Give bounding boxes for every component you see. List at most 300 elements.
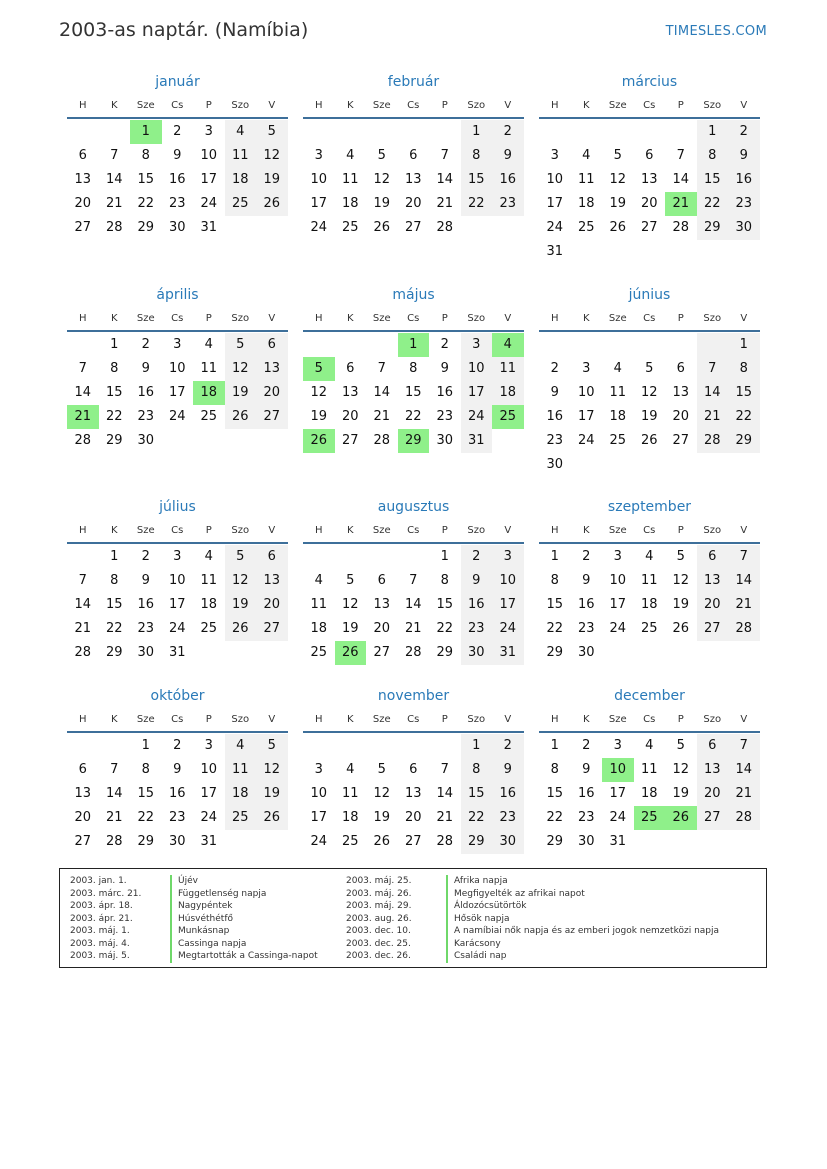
day-cell: 16 [577, 597, 595, 612]
day-cell: 8 [409, 361, 418, 376]
legend-date: 2003. dec. 26. [346, 951, 411, 961]
day-cell: 13 [404, 172, 422, 187]
day-cell: 15 [728, 381, 760, 405]
day-cell: 9 [492, 144, 524, 168]
weekday-label: Szo [703, 313, 722, 324]
day-cell: 27 [373, 645, 391, 660]
weekday-label: Sze [136, 100, 155, 111]
weekday-label: P [441, 714, 448, 725]
day-cell: 12 [256, 144, 288, 168]
day-cell: 1 [130, 120, 162, 144]
weekday-label: V [504, 313, 512, 324]
weekday-label: K [110, 313, 118, 324]
day-cell: 3 [204, 738, 213, 753]
month-name: november [377, 688, 450, 704]
day-cell: 10 [200, 762, 218, 777]
weekday-label: Cs [171, 100, 184, 111]
day-cell: 25 [609, 433, 627, 448]
day-cell: 2 [582, 549, 591, 564]
day-cell: 12 [225, 357, 257, 381]
day-cell: 18 [200, 597, 218, 612]
empty-cell [256, 830, 288, 854]
day-cell: 14 [373, 385, 391, 400]
day-cell: 29 [728, 429, 760, 453]
month-12 [539, 686, 760, 854]
legend-item [346, 925, 719, 938]
day-cell: 27 [256, 405, 288, 429]
empty-cell [303, 120, 335, 144]
weekday-label: Sze [136, 313, 155, 324]
day-cell: 26 [640, 433, 658, 448]
day-cell: 18 [609, 409, 627, 424]
day-cell: 30 [546, 457, 564, 472]
empty-cell [429, 734, 461, 758]
empty-cell [571, 333, 603, 357]
day-cell: 21 [728, 782, 760, 806]
day-cell: 19 [373, 196, 391, 211]
day-cell: 24 [609, 810, 627, 825]
day-cell: 14 [728, 569, 760, 593]
day-cell: 6 [78, 762, 87, 777]
day-cell: 26 [665, 806, 697, 830]
day-cell: 9 [492, 758, 524, 782]
weekday-label: K [582, 100, 590, 111]
day-cell: 23 [137, 621, 155, 636]
empty-cell [67, 545, 99, 569]
month-6 [539, 285, 760, 477]
legend-date: 2003. ápr. 18. [70, 901, 133, 911]
weekday-label: Sze [608, 525, 627, 536]
day-cell: 18 [640, 597, 658, 612]
weekday-label: P [677, 714, 684, 725]
weekday-label: Sze [608, 313, 627, 324]
day-cell: 8 [461, 144, 493, 168]
weekday-label: V [504, 100, 512, 111]
legend-item [346, 888, 719, 901]
day-cell: 9 [141, 361, 150, 376]
empty-cell [225, 641, 257, 665]
day-cell: 30 [728, 216, 760, 240]
day-cell: 2 [141, 549, 150, 564]
day-cell: 2 [141, 337, 150, 352]
day-cell: 13 [672, 385, 690, 400]
legend-date: 2003. jan. 1. [70, 876, 127, 886]
day-cell: 19 [640, 409, 658, 424]
day-grid [67, 333, 288, 453]
legend-name: Függetlenség napja [178, 888, 267, 899]
empty-cell [602, 453, 634, 477]
day-cell: 26 [373, 220, 391, 235]
weekday-label: Sze [372, 714, 391, 725]
day-cell: 8 [110, 361, 119, 376]
day-cell: 16 [168, 786, 186, 801]
weekday-header [67, 521, 288, 541]
day-cell: 5 [256, 734, 288, 758]
day-cell: 8 [440, 573, 449, 588]
empty-cell [728, 830, 760, 854]
day-cell: 10 [168, 573, 186, 588]
day-cell: 29 [105, 645, 123, 660]
day-cell: 15 [105, 385, 123, 400]
weekday-header [303, 710, 524, 730]
day-cell: 4 [314, 573, 323, 588]
legend-marker [170, 938, 172, 951]
day-grid [303, 734, 524, 854]
day-cell: 11 [609, 385, 627, 400]
weekday-label: P [677, 100, 684, 111]
day-cell: 24 [168, 621, 186, 636]
weekday-label: K [346, 714, 354, 725]
day-cell: 3 [550, 148, 559, 163]
day-cell: 27 [74, 834, 92, 849]
day-cell: 24 [200, 196, 218, 211]
day-cell: 13 [404, 786, 422, 801]
day-cell: 6 [346, 361, 355, 376]
empty-cell [99, 120, 131, 144]
day-grid [539, 545, 760, 665]
day-cell: 6 [697, 545, 729, 569]
weekday-label: Sze [372, 100, 391, 111]
empty-cell [335, 545, 367, 569]
day-cell: 25 [341, 220, 359, 235]
day-cell: 3 [461, 333, 493, 357]
day-cell: 16 [168, 172, 186, 187]
day-cell: 5 [377, 148, 386, 163]
day-cell: 28 [697, 429, 729, 453]
empty-cell [398, 545, 430, 569]
day-cell: 16 [436, 385, 454, 400]
legend-item [346, 900, 719, 913]
page-title: 2003-as naptár. (Namíbia) [59, 19, 309, 41]
day-cell: 30 [137, 645, 155, 660]
empty-cell [303, 734, 335, 758]
weekday-label: P [441, 100, 448, 111]
day-cell: 30 [577, 645, 595, 660]
day-cell: 24 [310, 220, 328, 235]
day-cell: 10 [546, 172, 564, 187]
day-cell: 20 [256, 593, 288, 617]
month-name: október [150, 688, 205, 704]
day-cell: 24 [310, 834, 328, 849]
day-cell: 2 [728, 120, 760, 144]
day-cell: 19 [225, 381, 257, 405]
legend-marker [170, 888, 172, 901]
empty-cell [728, 641, 760, 665]
day-cell: 23 [492, 192, 524, 216]
empty-cell [99, 734, 131, 758]
day-cell: 22 [546, 621, 564, 636]
day-cell: 14 [74, 385, 92, 400]
weekday-label: H [314, 100, 323, 111]
day-cell: 17 [310, 196, 328, 211]
day-cell: 29 [436, 645, 454, 660]
day-cell: 11 [640, 573, 658, 588]
weekday-label: P [205, 714, 212, 725]
legend-item [70, 913, 318, 926]
weekday-label: Sze [372, 313, 391, 324]
legend-marker [170, 925, 172, 938]
day-cell: 11 [200, 361, 218, 376]
empty-cell [634, 641, 666, 665]
day-cell: 27 [404, 834, 422, 849]
day-cell: 27 [404, 220, 422, 235]
day-cell: 16 [577, 786, 595, 801]
month-name: december [614, 688, 685, 704]
legend-marker [170, 913, 172, 926]
empty-cell [398, 120, 430, 144]
day-cell: 4 [645, 549, 654, 564]
day-cell: 23 [492, 806, 524, 830]
day-cell: 19 [256, 168, 288, 192]
day-cell: 14 [697, 381, 729, 405]
day-cell: 9 [728, 144, 760, 168]
day-cell: 22 [461, 192, 493, 216]
weekday-label: K [110, 100, 118, 111]
day-cell: 24 [461, 405, 493, 429]
day-cell: 21 [67, 405, 99, 429]
empty-cell [366, 333, 398, 357]
day-cell: 21 [74, 621, 92, 636]
day-cell: 2 [582, 738, 591, 753]
weekday-label: Cs [407, 525, 420, 536]
legend-date: 2003. máj. 25. [346, 876, 412, 886]
weekday-label: H [550, 714, 559, 725]
day-cell: 9 [173, 148, 182, 163]
day-cell: 12 [609, 172, 627, 187]
weekday-label: K [110, 714, 118, 725]
day-cell: 9 [141, 573, 150, 588]
empty-cell [366, 120, 398, 144]
day-cell: 1 [728, 333, 760, 357]
weekday-header [303, 521, 524, 541]
header-divider [67, 731, 288, 733]
day-cell: 9 [440, 361, 449, 376]
day-cell: 20 [640, 196, 658, 211]
day-cell: 16 [137, 385, 155, 400]
day-cell: 19 [373, 810, 391, 825]
day-cell: 22 [461, 806, 493, 830]
weekday-label: K [582, 714, 590, 725]
legend-date: 2003. ápr. 21. [70, 913, 133, 924]
legend-marker [170, 875, 172, 888]
day-cell: 29 [697, 216, 729, 240]
legend-name: Megtartották a Cassinga-napot [178, 951, 318, 961]
legend-date: 2003. máj. 26. [346, 888, 412, 899]
day-cell: 15 [461, 782, 493, 806]
day-cell: 13 [256, 357, 288, 381]
day-cell: 11 [310, 597, 328, 612]
day-cell: 25 [225, 192, 257, 216]
empty-cell [539, 120, 571, 144]
day-cell: 17 [546, 196, 564, 211]
day-cell: 3 [314, 762, 323, 777]
empty-cell [492, 429, 524, 453]
day-cell: 23 [577, 621, 595, 636]
day-cell: 26 [225, 617, 257, 641]
empty-cell [225, 429, 257, 453]
day-cell: 1 [461, 120, 493, 144]
month-10 [67, 686, 288, 854]
weekday-header [539, 96, 760, 116]
month-8 [303, 497, 524, 665]
day-cell: 15 [546, 786, 564, 801]
day-cell: 28 [105, 220, 123, 235]
legend-name: Húsvéthétfő [178, 913, 233, 924]
legend-name: Afrika napja [454, 876, 508, 886]
month-name: március [621, 74, 678, 90]
day-cell: 22 [436, 621, 454, 636]
legend-name: A namíbiai nők napja és az emberi jogok nemzetközi napja [454, 926, 720, 936]
day-cell: 6 [78, 148, 87, 163]
weekday-header [67, 96, 288, 116]
day-cell: 10 [602, 758, 634, 782]
day-grid [67, 545, 288, 665]
day-cell: 12 [341, 597, 359, 612]
empty-cell [256, 641, 288, 665]
day-cell: 23 [436, 409, 454, 424]
month-11 [303, 686, 524, 854]
empty-cell [256, 429, 288, 453]
weekday-label: V [740, 714, 748, 725]
header-divider [67, 542, 288, 544]
header-divider [303, 330, 524, 332]
legend-item [70, 888, 318, 901]
day-cell: 8 [141, 762, 150, 777]
weekday-label: Cs [643, 525, 656, 536]
empty-cell [67, 120, 99, 144]
day-grid [539, 333, 760, 477]
day-cell: 14 [728, 758, 760, 782]
day-cell: 20 [256, 381, 288, 405]
day-cell: 12 [310, 385, 328, 400]
day-cell: 16 [546, 409, 564, 424]
day-cell: 13 [697, 758, 729, 782]
day-cell: 25 [200, 621, 218, 636]
legend-item [70, 950, 318, 963]
day-cell: 1 [110, 337, 119, 352]
day-cell: 17 [168, 597, 186, 612]
day-cell: 20 [404, 810, 422, 825]
day-cell: 28 [436, 834, 454, 849]
day-cell: 7 [110, 762, 119, 777]
day-cell: 14 [105, 786, 123, 801]
brand-link[interactable]: TIMESLES.COM [665, 24, 767, 39]
day-cell: 21 [373, 409, 391, 424]
day-cell: 21 [404, 621, 422, 636]
day-cell: 13 [74, 786, 92, 801]
day-cell: 15 [697, 168, 729, 192]
legend-date: 2003. aug. 26. [346, 913, 412, 924]
day-cell: 6 [256, 545, 288, 569]
day-cell: 9 [173, 762, 182, 777]
day-cell: 2 [440, 337, 449, 352]
day-grid [303, 120, 524, 240]
header-divider [539, 117, 760, 119]
day-cell: 6 [377, 573, 386, 588]
day-cell: 10 [492, 569, 524, 593]
empty-cell [225, 830, 257, 854]
day-cell: 23 [577, 810, 595, 825]
day-cell: 18 [492, 381, 524, 405]
day-cell: 15 [436, 597, 454, 612]
day-cell: 18 [193, 381, 225, 405]
day-cell: 13 [74, 172, 92, 187]
weekday-header [539, 710, 760, 730]
weekday-label: V [740, 100, 748, 111]
legend-date: 2003. máj. 1. [70, 926, 130, 936]
day-cell: 5 [256, 120, 288, 144]
day-cell: 17 [492, 593, 524, 617]
weekday-label: Cs [171, 714, 184, 725]
empty-cell [728, 453, 760, 477]
weekday-label: K [346, 525, 354, 536]
legend-marker [446, 938, 448, 951]
empty-cell [67, 333, 99, 357]
empty-cell [571, 240, 603, 264]
day-cell: 1 [141, 738, 150, 753]
day-cell: 25 [341, 834, 359, 849]
weekday-label: Sze [136, 525, 155, 536]
day-grid [67, 734, 288, 854]
day-cell: 2 [492, 734, 524, 758]
empty-cell [398, 734, 430, 758]
day-cell: 27 [697, 806, 729, 830]
day-cell: 5 [225, 333, 257, 357]
day-cell: 8 [728, 357, 760, 381]
day-cell: 17 [200, 172, 218, 187]
empty-cell [602, 333, 634, 357]
legend-item [70, 900, 318, 913]
empty-cell [634, 830, 666, 854]
day-cell: 18 [225, 168, 257, 192]
day-cell: 31 [168, 645, 186, 660]
day-cell: 13 [373, 597, 391, 612]
legend-item [346, 875, 719, 888]
day-cell: 30 [461, 641, 493, 665]
day-cell: 31 [200, 220, 218, 235]
weekday-label: Szo [231, 313, 250, 324]
empty-cell [256, 216, 288, 240]
day-cell: 20 [404, 196, 422, 211]
day-cell: 12 [256, 758, 288, 782]
day-cell: 25 [225, 806, 257, 830]
legend-name: Cassinga napja [178, 938, 247, 949]
weekday-label: V [268, 714, 276, 725]
empty-cell [665, 453, 697, 477]
day-cell: 2 [173, 738, 182, 753]
day-cell: 1 [398, 333, 430, 357]
day-cell: 8 [461, 758, 493, 782]
weekday-label: V [740, 313, 748, 324]
weekday-label: H [78, 100, 87, 111]
day-cell: 6 [697, 734, 729, 758]
day-cell: 17 [310, 810, 328, 825]
weekday-label: Szo [703, 525, 722, 536]
day-cell: 7 [110, 148, 119, 163]
legend-name: Karácsony [454, 938, 501, 949]
day-cell: 18 [341, 196, 359, 211]
day-cell: 26 [609, 220, 627, 235]
day-cell: 3 [613, 738, 622, 753]
weekday-label: H [78, 313, 87, 324]
day-cell: 7 [78, 573, 87, 588]
day-cell: 19 [672, 597, 690, 612]
month-name: február [387, 74, 440, 90]
empty-cell [602, 641, 634, 665]
weekday-label: Szo [231, 525, 250, 536]
day-grid [67, 120, 288, 240]
month-2 [303, 72, 524, 240]
